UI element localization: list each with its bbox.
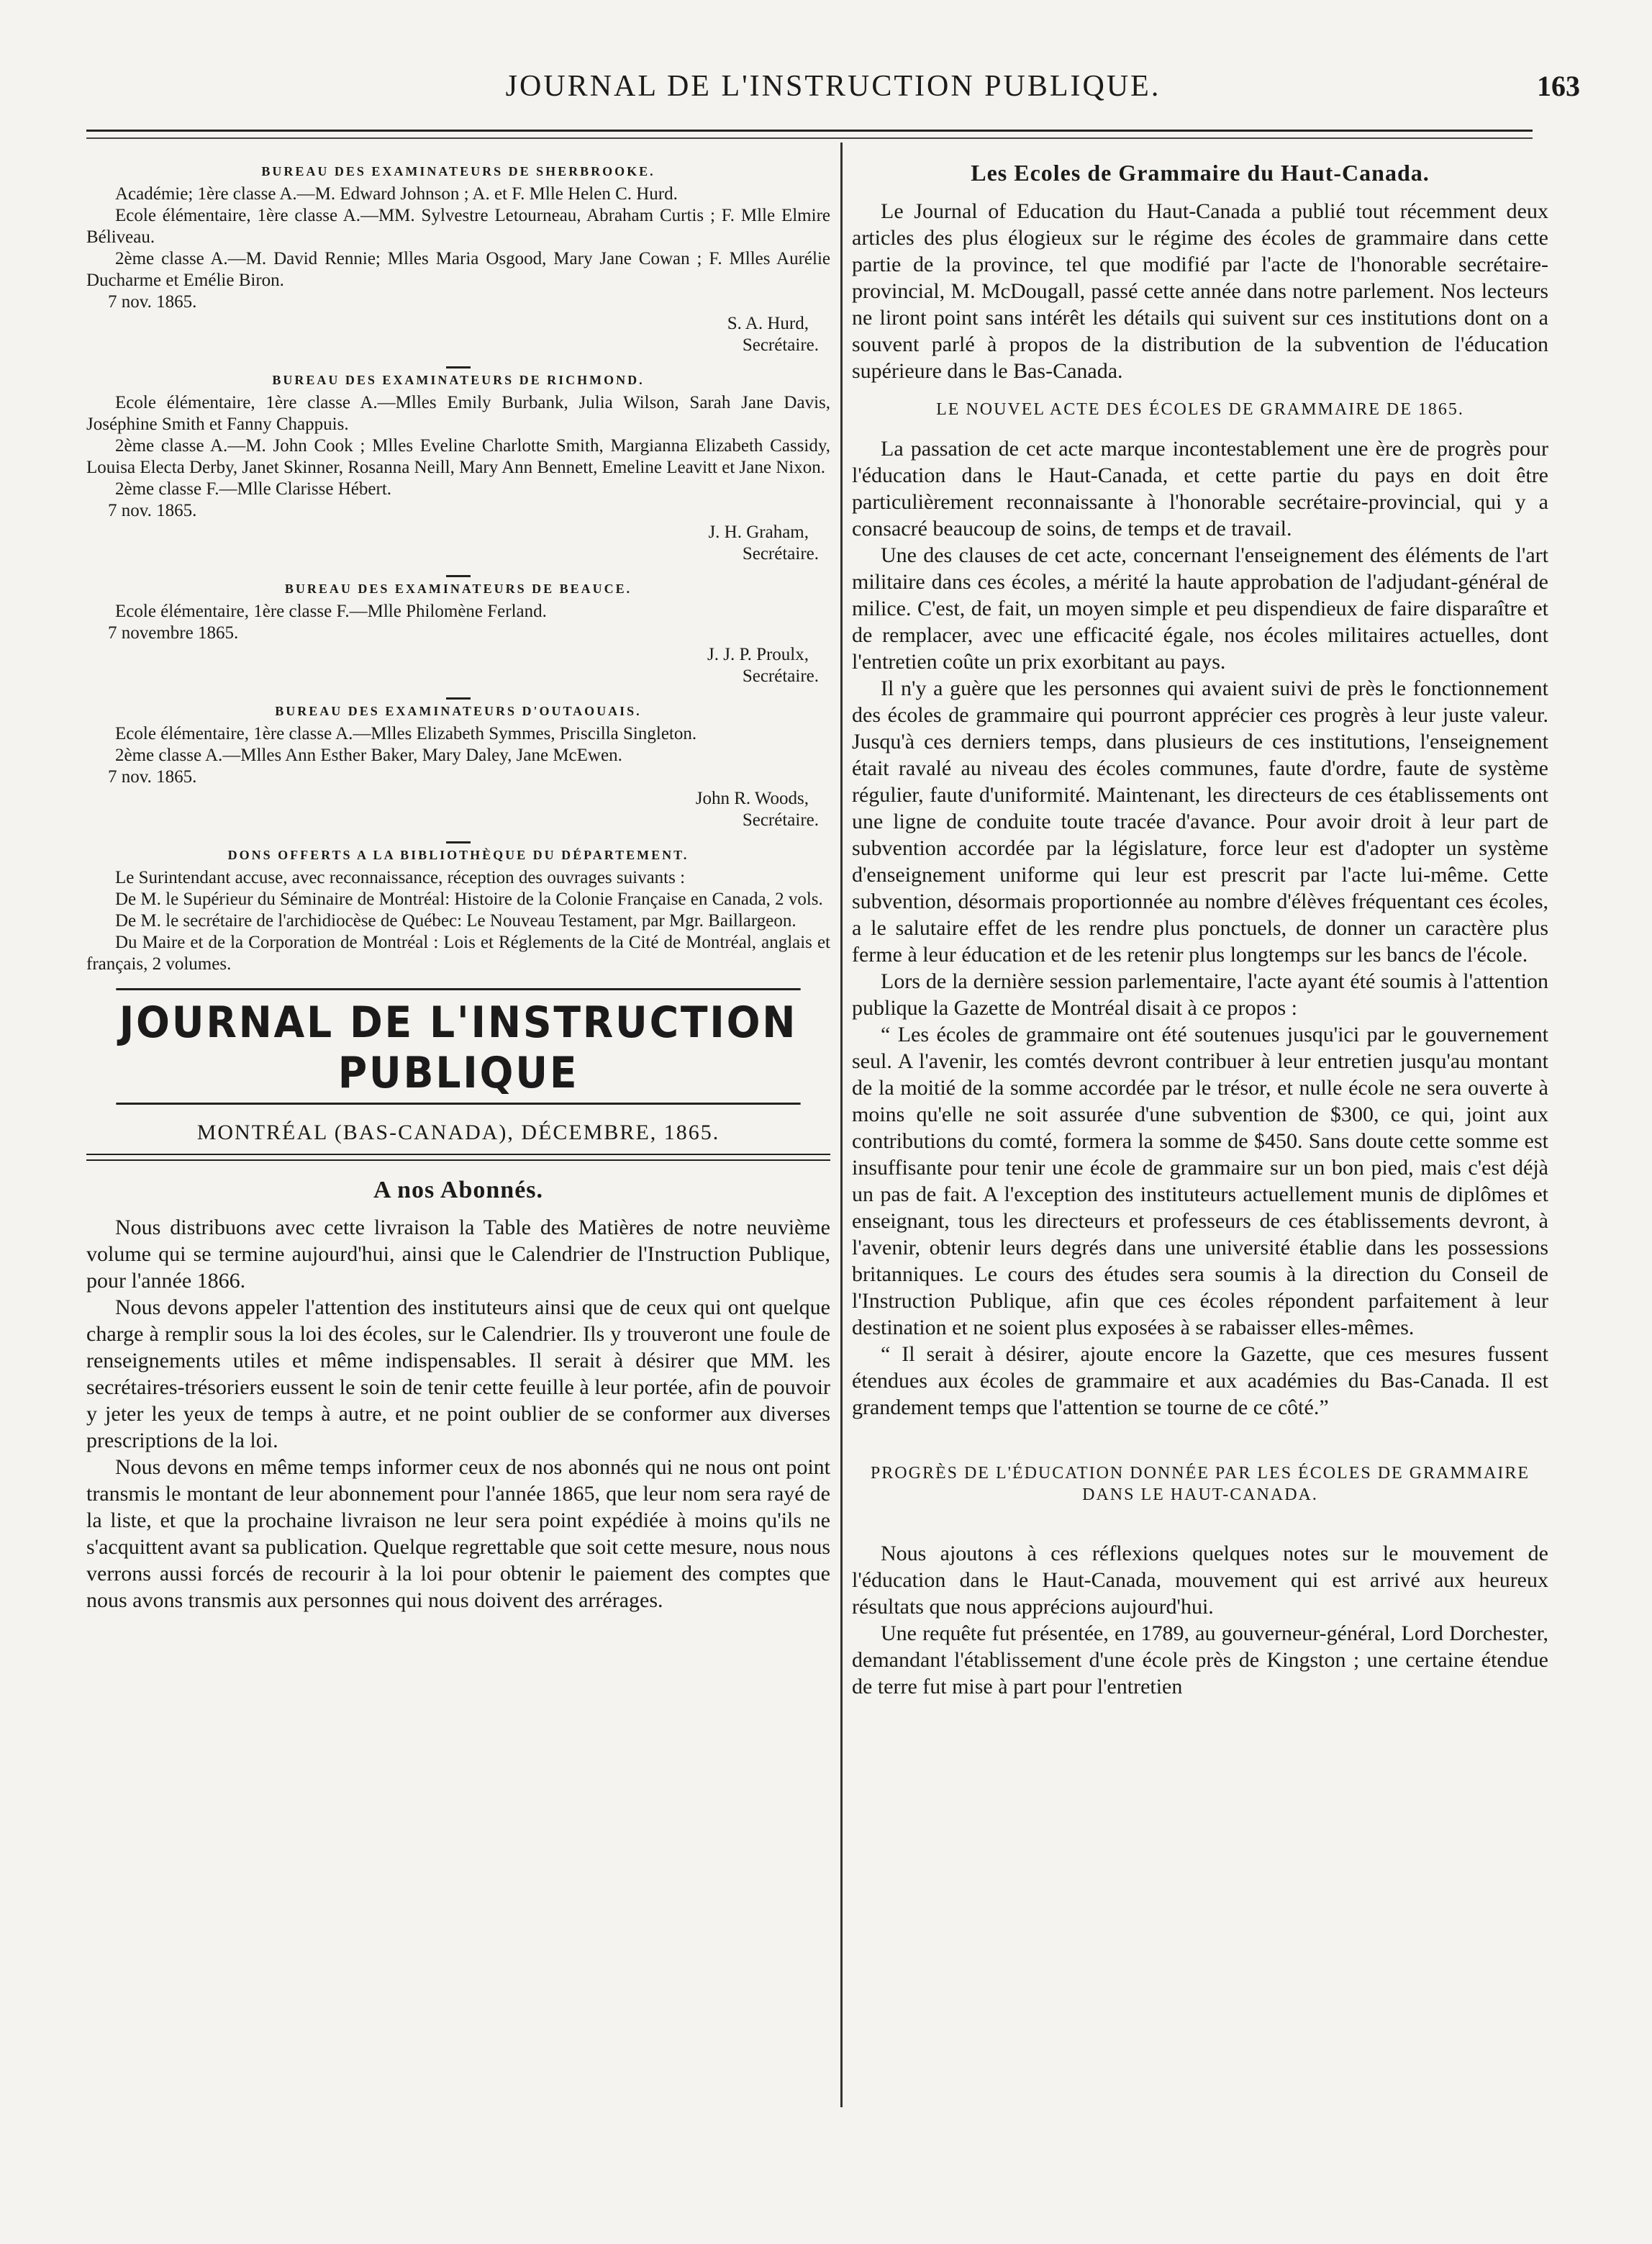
right-column	[852, 160, 1548, 2215]
dons-bibliotheque	[86, 848, 830, 975]
date: 7 nov. 1865.	[108, 767, 197, 787]
header-rule	[86, 130, 1533, 139]
quotation: “ Il serait à désirer, ajoute encore la Gazette, que ces mesures fussent étendues aux écoles de grammaire et aux académies du Bas-Canada. Il est grandement temps que l'attention se tourne de ce côté.”	[852, 1342, 1548, 1419]
bureau-sherbrooke	[86, 164, 830, 356]
page-number: 163	[1537, 70, 1580, 102]
date: 7 nov. 1865.	[108, 292, 197, 312]
page-header	[86, 69, 1580, 119]
left-column	[86, 160, 830, 2215]
date: 7 nov. 1865.	[108, 501, 197, 520]
bureau-title: DONS OFFERTS A LA BIBLIOTHÈQUE DU DÉPARTEMENT.	[227, 848, 689, 862]
bureau-beauce	[86, 582, 830, 687]
paragraph: 2ème classe A.—M. David Rennie; Mlles Maria Osgood, Mary Jane Cowan ; F. Mlles Aurélie Ducharme et Emélie Biron.	[86, 249, 830, 290]
article-title: A nos Abonnés.	[373, 1177, 544, 1203]
bureau-richmond	[86, 373, 830, 565]
paragraph: Nous ajoutons à ces réflexions quelques notes sur le mouvement de l'éducation dans le Haut-Canada, mouvement qui est arrivé aux heureux résultats que nous apprécions aujourd'hui.	[852, 1542, 1548, 1619]
running-title: JOURNAL DE L'INSTRUCTION PUBLIQUE.	[505, 70, 1161, 103]
paragraph: 2ème classe F.—Mlle Clarisse Hébert.	[115, 479, 392, 499]
article-ecoles-grammaire	[852, 160, 1548, 384]
paragraph: Il n'y a guère que les personnes qui avaient suivi de près le fonctionnement des écoles de grammaire qui pourront apprécier ces progrès à leur juste valeur. Jusqu'à ces derniers temps, dans plusieurs de ces institutions, l'enseignement était ravalé au niveau des écoles communes, faute d'ordre, faute de système régulier, faute d'uniformité. Maintenant, les directeurs de ces établissements ont une ligne de conduite toute tracée d'avance. Pour avoir droit à leur part de subvention accordée par la législature, force leur est d'adopter un système d'enseignement uniforme qui leur est prescrit par l'acte lui-même. Cette subvention, désormais proportionnée au nombre d'élèves fréquentant ces écoles, a le salutaire effet de les rendre plus ponctuels, de donner un caractère plus ferme à leur éducation et de les retenir plus longtemps sur les bancs de l'école.	[852, 677, 1548, 967]
bureau-title: BUREAU DES EXAMINATEURS DE BEAUCE.	[284, 582, 632, 596]
paragraph: Ecole élémentaire, 1ère classe A.—Mlles Emily Burbank, Julia Wilson, Sarah Jane Davis, Joséphine Smith et Fanny Chappuis.	[86, 393, 830, 434]
section-subhead: PROGRÈS DE L'ÉDUCATION DONNÉE PAR LES ÉCOLES DE GRAMMAIRE DANS LE HAUT-CANADA.	[870, 1464, 1530, 1504]
paragraph: Lors de la dernière session parlementaire, l'acte ayant été soumis à l'attention publique la Gazette de Montréal disait à ce propos :	[852, 969, 1548, 1020]
article-title: Les Ecoles de Grammaire du Haut-Canada.	[971, 160, 1430, 186]
bureau-title: BUREAU DES EXAMINATEURS DE SHERBROOKE.	[261, 164, 655, 178]
masthead-rule	[86, 1154, 830, 1161]
section-dash	[446, 697, 471, 700]
paragraph: Nous devons en même temps informer ceux de nos abonnés qui ne nous ont point transmis le montant de leur abonnement pour l'année 1865, que leur nom sera rayé de la liste, et que la prochaine livraison ne leur sera point expédiée à moins qu'ils ne s'acquittent avant sa publication. Quelque regrettable que soit cette mesure, nous nous verrons aussi forcés de recourir à la loi pour obtenir le paiement des comptes que nous avons transmis aux personnes qui nous doivent des arrérages.	[86, 1455, 830, 1612]
date: 7 novembre 1865.	[108, 623, 239, 643]
paragraph: Nous distribuons avec cette livraison la Table des Matières de notre neuvième volume qui se termine aujourd'hui, ainsi que le Calendrier de l'Instruction Publique, pour l'année 1866.	[86, 1216, 830, 1293]
issue-dateline: MONTRÉAL (BAS-CANADA), DÉCEMBRE, 1865.	[196, 1121, 720, 1144]
signature: John R. Woods,	[695, 789, 809, 808]
section-subhead: LE NOUVEL ACTE DES ÉCOLES DE GRAMMAIRE DE 1865.	[936, 400, 1464, 419]
paragraph: Une requête fut présentée, en 1789, au gouverneur-général, Lord Dorchester, demandant l'établissement d'une école près de Kingston ; une certaine étendue de terre fut mise à part pour l'entretien	[852, 1621, 1548, 1698]
paragraph: Ecole élémentaire, 1ère classe A.—MM. Sylvestre Letourneau, Abraham Curtis ; F. Mlle Elmire Béliveau.	[86, 206, 830, 247]
signature-role: Secrétaire.	[742, 666, 819, 686]
paragraph: 2ème classe A.—Mlles Ann Esther Baker, Mary Daley, Jane McEwen.	[115, 746, 622, 765]
masthead: JOURNAL DE L'INSTRUCTION PUBLIQUE	[116, 988, 800, 1105]
column-divider	[840, 142, 843, 2107]
signature-role: Secrétaire.	[742, 810, 819, 830]
paragraph: 2ème classe A.—M. John Cook ; Mlles Eveline Charlotte Smith, Margianna Elizabeth Cassidy, Louisa Electa Derby, Janet Skinner, Rosanna Neill, Mary Ann Bennett, Emeline Leavitt et Jane Nixon.	[86, 436, 830, 477]
section-dash	[446, 575, 471, 577]
paragraph: La passation de cet acte marque incontestablement une ère de progrès pour l'éducation dans le Haut-Canada, et cette partie du pays en doit être particulièrement reconnaissante à l'honorable secrétaire-provincial, qui y a consacré beaucoup de soins, de temps et de travail.	[852, 437, 1548, 540]
bureau-title: BUREAU DES EXAMINATEURS D'OUTAOUAIS.	[275, 704, 642, 718]
bureau-outaouais	[86, 704, 830, 831]
signature: J. H. Graham,	[708, 522, 809, 542]
paragraph: Ecole élémentaire, 1ère classe F.—Mlle Philomène Ferland.	[115, 602, 547, 621]
paragraph: De M. le secrétaire de l'archidiocèse de Québec: Le Nouveau Testament, par Mgr. Baillargeon.	[115, 911, 796, 931]
paragraph: Une des clauses de cet acte, concernant l'enseignement des éléments de l'art militaire dans ces écoles, a mérité la haute approbation de l'adjudant-général de milice. C'est, de fait, un moyen simple et peu dispendieux de faire disparaître et de remplacer, avec une efficacité égale, nos écoles militaires actuelles, dont l'entretien coûte un prix exorbitant au pays.	[852, 543, 1548, 674]
quotation: “ Les écoles de grammaire ont été soutenues jusqu'ici par le gouvernement seul. A l'avenir, les comtés devront contribuer à leur entretien jusqu'au montant de la moitié de la somme accordée par le trésor, et nulle école ne sera ouverte à moins qu'elle ne soit assurée d'une subvention de $300, ce qui, joint aux contributions du comté, formera la somme de $450. Sans doute cette somme est insuffisante pour tenir une école de grammaire sur un bon pied, mais c'est déjà un pas de fait. A l'exception des instituteurs actuellement munis de diplômes et enseignant, tous les directeurs et professeurs de ces établissements devront, à l'avenir, obtenir leurs degrés dans une université établie dans les possessions britanniques. Le cours des études sera soumis à la direction du Conseil de l'Instruction Publique, afin que ces écoles répondent parfaitement à leur destination et ne soient plus exposées à se rabaisser elles-mêmes.	[852, 1023, 1548, 1339]
article-abonnes	[86, 1177, 830, 1614]
signature-role: Secrétaire.	[742, 544, 819, 564]
section-dash	[446, 841, 471, 843]
paragraph: De M. le Supérieur du Séminaire de Montréal: Histoire de la Colonie Française en Canada, 2 vols.	[115, 890, 823, 909]
nouvel-acte	[852, 400, 1548, 1421]
paragraph: Le Surintendant accuse, avec reconnaissance, réception des ouvrages suivants :	[115, 868, 686, 887]
paragraph: Académie; 1ère classe A.—M. Edward Johnson ; A. et F. Mlle Helen C. Hurd.	[115, 184, 678, 204]
paragraph: Du Maire et de la Corporation de Montréal : Lois et Réglements de la Cité de Montréal, anglais et français, 2 volumes.	[86, 933, 830, 974]
paragraph: Ecole élémentaire, 1ère classe A.—Mlles Elizabeth Symmes, Priscilla Singleton.	[115, 724, 697, 743]
signature: S. A. Hurd,	[727, 314, 809, 333]
progres-education	[852, 1462, 1548, 1700]
section-dash	[446, 366, 471, 368]
signature: J. J. P. Proulx,	[707, 645, 809, 664]
bureau-title: BUREAU DES EXAMINATEURS DE RICHMOND.	[272, 373, 645, 387]
paragraph: Nous devons appeler l'attention des instituteurs ainsi que de ceux qui ont quelque charge à remplir sous la loi des écoles, sur le Calendrier. Ils y trouveront une foule de renseignements utiles et même indispensables. Il serait à désirer que MM. les secrétaires-trésoriers eussent le soin de tenir cette feuille à leur portée, afin de pouvoir y jeter les yeux de temps à autre, et ne point oublier de se conformer aux diverses prescriptions de la loi.	[86, 1295, 830, 1452]
signature-role: Secrétaire.	[742, 335, 819, 355]
paragraph: Le Journal of Education du Haut-Canada a publié tout récemment deux articles des plus élogieux sur le régime des écoles de grammaire dans cette partie de la province, tel que modifié par l'acte de l'honorable secrétaire-provincial, M. McDougall, passé cette année dans notre parlement. Nos lecteurs ne liront point sans intérêt les détails qui suivent sur ces institutions dont on a souvent parlé à propos de la distribution de la subvention de l'éducation supérieure dans le Bas-Canada.	[852, 199, 1548, 383]
